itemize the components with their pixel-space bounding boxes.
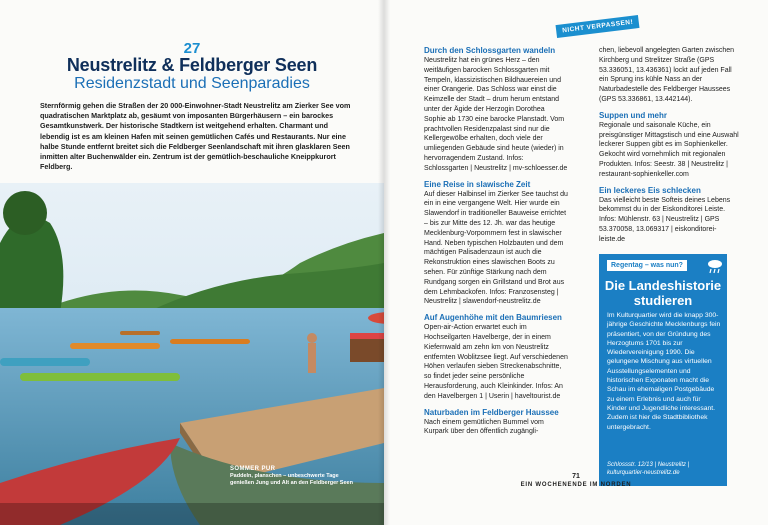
rain-cloud-icon (705, 256, 725, 276)
chapter-number: 27 (183, 40, 201, 57)
box-info: Schlossstr. 12/13 | Neustrelitz | kulturquartier-neustrelitz.de (607, 462, 690, 476)
section-text: Regionale und saisonale Küche, ein preisgünstiger Mittagstisch und eine Auswahl leckerer Suppen gibt es im Sophienkeller. Gekocht wird vornehmlich mit regionalen Produkten. Infos: Seestr. 38 | Neustrelitz | restaurant-sophienkeller.com (599, 121, 739, 178)
box-text: Im Kulturquartier wird die knapp 300-jährige Geschichte Mecklenburgs fein präsentiert, von der Gründung des Herzogtums 1701 bis zur Wiedervereinigung 1990. Die gelungene Mischung aus virtuellen Ausstellungselementen und historischen Exponaten macht die Schau im ehemaligen Postgebäude zu einem Erlebnis und auch für Kinder und Jugendliche interessant. Zudem ist hier die Stadtbibliothek untergebracht. (607, 312, 721, 431)
text-column-1 (424, 46, 568, 437)
page-subtitle: Residenzstadt und Seenparadies (74, 75, 310, 92)
rainy-day-box (599, 254, 727, 486)
section-heading: Ein leckeres Eis schlecken (599, 185, 701, 195)
section-text: Open-air-Action erwartet euch im Hochseilgarten Havelberge, der in einem Kiefernwald am zehn km von Neustrelitz entfernten Woblitzsee liegt. Auf verschiedenen Höhen verlaufen sieben Streckenabschnitte, so findet jeder seine persönliche Herausforderung, auch Kleinkinder. Infos: An den Havelbergen 1 | Userin | haveltourist.de (424, 324, 568, 400)
section-heading: Naturbaden im Feldberger Haussee (424, 407, 559, 417)
caption-title: SOMMER PUR (230, 466, 276, 472)
section-text: Auf dieser Halbinsel im Zierker See tauchst du ein in eine vergangene Welt. Hier wurde ein Slawendorf in traditioneller Bauweise errichtet – bis zur Mitte des 12. Jh. war das heutige Mecklenburg-Vorpommern fest in slawischer Hand. Neben typischen Holzbauten und dem mächtigen Palisadenzaun ist auch die Rekonstruktion eines slawischen Boots zu sehen. Für zünftige Stärkung nach dem Rundgang sorgen ein Grillstand und Brot aus dem Lehmbackofen. Infos: Franzosensteg | Neustrelitz | slawendorf-neustrelitz.de (424, 190, 568, 306)
intro-text: Sternförmig gehen die Straßen der 20 000-Einwohner-Stadt Neustrelitz am Zierker See vom quadratischen Marktplatz ab, gesäumt von imposanten Bürgerhäusern – ein barockes Gesamtkunstwerk. Der historische Stadtkern ist weitgehend erhalten. Charmant und lebendig ist es am kleinen Hafen mit seinen gemütlichen Cafés und Restaurants. Nur eine halbe Stunde entfernt breitet sich die Feldberger Seenlandschaft mit ihren glasklaren Seen inmitten alter Buchenwälder ein. Zentrum ist der gemütlich-beschauliche Kneippkurort Feldberg. (40, 101, 351, 172)
page-gutter (378, 0, 390, 525)
text-column-2 (599, 46, 742, 245)
must-see-badge: NICHT VERPASSEN! (556, 15, 640, 38)
page-title: Neustrelitz & Feldberger Seen (66, 55, 318, 75)
right-page (384, 0, 768, 525)
section-heading: Auf Augenhöhe mit den Baumriesen (424, 313, 562, 323)
box-title: Die Landeshistorie studieren (604, 278, 722, 308)
section-text: Neustrelitz hat ein grünes Herz – den weitläufigen barocken Schlossgarten mit Tempeln, klassizistischen Bildhauereien und einer Orangerie. Das Schloss war einst die Keimzelle der Stadt – drum herum entstand unter der Ägide der Herzogin Dorothea Sophie ab 1730 eine barocke Planstadt. Vom prachtvollen Residenzpalast sind nur die Kellergewölbe erhalten, doch viele der umliegenden Gebäude sind heute (wieder) in hervorragendem Zustand. Infos: Schlossgarten | Neustrelitz | mv-schloesser.de (424, 57, 568, 172)
caption-text: Paddeln, planschen – unbeschwerte Tage genießen Jung und Alt an den Feldberger Seen (230, 473, 353, 486)
section-text: Das vielleicht beste Softeis deines Lebens bekommst du in der Eiskonditorei Leiste. Infos: Mühlenstr. 63 | Neustrelitz | GPS 53.370058, 13.069317 | eiskonditorei-leiste.de (599, 196, 731, 243)
section-heading: Eine Reise in slawische Zeit (424, 179, 531, 189)
section-heading: Durch den Schlossgarten wandeln (424, 46, 556, 55)
photo-caption (230, 466, 360, 487)
page-number: 71 (572, 473, 580, 480)
page-footer: EIN WOCHENENDE IM NORDEN (520, 482, 632, 488)
section-text: chen, liebevoll angelegten Garten zwischen Kirchberg und Strelitzer Straße (GPS 53.336051, 13.436361) lockt auf jeden Fall ein Sprung ins kühle Nass an der Naturbadestelle des Feldberger Haussees (GPS 53.336861, 13.442144). (599, 47, 735, 103)
section-heading: Suppen und mehr (599, 110, 667, 120)
rainy-day-tag: Regentag – was nun? (607, 260, 687, 271)
section-text: Nach einem gemütlichen Bummel vom Kurpark über den öffentlich zugängli- (424, 418, 544, 436)
